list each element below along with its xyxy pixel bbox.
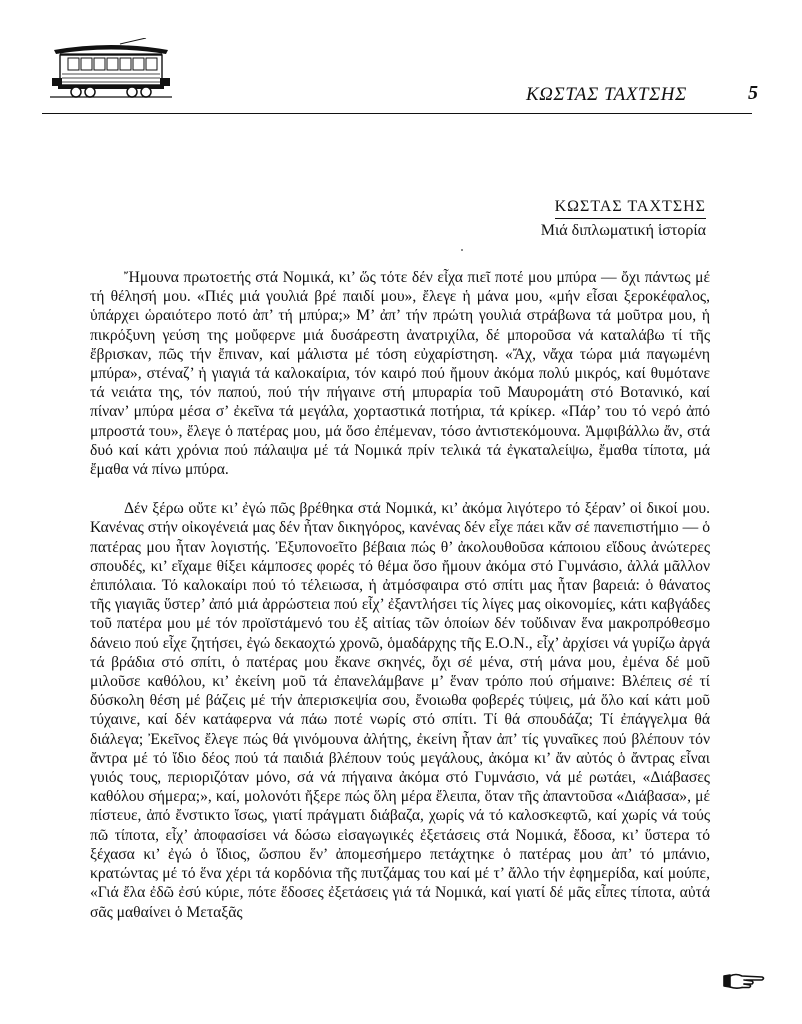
- paragraph: Ἤμουνα πρωτοετής στά Νομικά, κι’ ὥς τότε δέν εἶχα πιεῖ ποτέ μου μπύρα — ὄχι πάντως μέ τή θέλησή μου. «Πιές μιά γουλιά βρέ παιδί μου», ἔλεγε ἡ μάνα μου, «μήν εἶσαι ξεροκέφαλος, ὑπάρχει ὡραιότερο ποτό ἀπ’ τή μπύρα;» Μ’ ἀπ’ τήν πρώτη γουλιά στράβωνα τά μοῦτρα μου, ἡ πικρόξυνη γεύση της μοὔφερνε μιά δυσάρεστη ἀνατριχίλα, δέ μποροῦσα νά καταλάβω τί τῆς ἔβρισκαν, πῶς τήν ἔπιναν, καί μάλιστα μέ τόση εὐχαρίστηση. «Ἄχ, νἄχα τώρα μιά παγωμένη μπύρα», στέναζ’ ἡ γιαγιά τά καλοκαίρια, τόν καιρό πού ἤμουν ἀκόμα πολύ μικρός, καί θυμότανε τά νειάτα της, τόν παπού, πού τήν πήγαινε στή μπυραρία τοῦ Μαυρομάτη στό Βοτανικό, καί πίναν’ μπύρα μέσα σ’ ἐκεῖνα τά μεγάλα, χορταστικά ποτήρια, τά κρίκερ. «Πάρ’ του τό νερό ἀπό μπροστά του», ἔλεγε ὁ πατέρας μου, μά ὅσο ἐπέμεναν, τόσο ἀντιστεκόμουνα. Ἀμφιβάλλω ἄν, στά δυό καί κάτι χρόνια πού πάλαιψα μέ τά Νομικά πρίν τελικά τά ἐγκαταλείψω, ἔμαθα τίποτα, μά ἔμαθα νά πίνω μπύρα.: [90, 269, 710, 479]
- running-header-author: ΚΩΣΤΑΣ ΤΑΧΤΣΗΣ: [526, 84, 687, 105]
- decorative-dot: [461, 249, 463, 251]
- article-title: Μιά διπλωματική ἱστορία: [540, 222, 706, 239]
- article-author: ΚΩΣΤΑΣ ΤΑΧΤΣΗΣ: [555, 198, 706, 219]
- paragraph: Δέν ξέρω οὔτε κι’ ἐγώ πῶς βρέθηκα στά Νομικά, κι’ ἀκόμα λιγότερο τό ξέραν’ οἱ δικοί μου. Κανένας στήν οἰκογένειά μας δέν ἦταν δικηγόρος, κανένας δέν εἶχε πάει κἄν σέ πανεπιστήμιο — ὁ πατέρας μου ἦταν λογιστής. Ἐξυπονοεῖτο βέβαια πώς θ’ ἀκολουθοῦσα κάποιου εἴδους ἀνώτερες σπουδές, κι’ εἴχαμε θίξει κάμποσες φορές τό θέμα ὅσο ἤμουν ἀκόμα στό Γυμνάσιο, ἀλλά μᾶλλον ἐπιπόλαια. Τό καλοκαίρι πού τό τέλειωσα, ἡ ἀτμόσφαιρα στό σπίτι μας ἦταν βαρειά: ὁ θάνατος τῆς γιαγιᾶς ὕστερ’ ἀπό μιά ἀρρώστεια πού εἶχ’ ἐξαντλήσει τίς λίγες μας οἰκονομίες, κάτι καβγάδες τοῦ πατέρα μου μέ τόν προϊστάμενό του ἐξ αἰτίας τῶν ὁποίων δέν τοὔδιναν ἕνα μακροπρόθεσμο δάνειο πού εἶχε ζητήσει, ἐγώ δεκαοχτώ χρονῶ, ὁμαδάρχης τῆς Ε.Ο.Ν., εἶχ’ ἀρχίσει νά γυρίζω ἀργά τά βράδια στό σπίτι, ὁ πατέρας μου ἔκανε σκηνές, ὄχι σέ μένα, στή μάνα μου, ἐμένα δέ μοῦ μιλοῦσε καθόλου, κι’ ἐκείνη μοῦ τά ἐπανελάμβανε μ’ ἕναν τρόπο πού σήμαινε: Βλέπεις σέ τί δύσκολη θέση μέ βάζεις μέ τήν ἀπερισκεψία σου, ἔνοιωθα φοβερές τύψεις, μά ὅλο καί κάτι μοῦ τύχαινε, καί δέν κατάφερνα νά πάω ποτέ νωρίς στό σπίτι. Τί θά σπουδάζα; Τί ἐπάγγελμα θά διάλεγα; Ἐκεῖνος ἔλεγε πώς θά γινόμουνα ἀλήτης, ἐκείνη ἦταν ἀπ’ τίς γυναῖκες πού βλέπουν τόν ἄντρα μέ τό ἴδιο δέος πού τά παιδιά βλέπουν τούς μεγάλους, ἀκόμα κι’ ἄν αὐτός ὁ ἄντρας εἶναι γυιός τους, περιοριζόταν μόνο, σά νά πήγαινα ἀκόμα στό Γυμνάσιο, νά μέ ρωτάει, «Διάβασες καθόλου σήμερα;», καί, μολονότι ἤξερε πώς ὅλη μέρα ἔλειπα, ὅταν τῆς ἀπαντοῦσα «Διάβασα», μέ πίστευε, ἀπό ἔνστικτο ἴσως, γιατί πράγματι διάβαζα, χωρίς νά τό καλοσκεφτῶ, καί χωρίς νά τούς πῶ τίποτα, εἶχ’ ἀποφασίσει νά δώσω εἰσαγωγικές ἐξετάσεις στά Νομικά, ἔδοσα, κι’ ὕστερα τό ξέχασα κι’ ἐγώ ὁ ἴδιος, ὥσπου ἕν’ ἀπομεσήμερο πετάχτηκε ὁ πατέρας μου ἀπ’ τό μπάνιο, κρατώντας μέ τό ἕνα χέρι τά κορδόνια τῆς πυτζάμας του καί μέ τ’ ἄλλο τήν ἐφημερίδα, καί μούπε, «Γιά ἔλα ἐδῶ ἐσύ κύριε, πότε ἔδοσες ἐξετάσεις γιά τά Νομικά, καί γιατί δέ μᾶς εἶπες τίποτα, αὐτά σᾶς μαθαίνει ὁ Μεταξᾶς: [90, 500, 710, 921]
- tram-car-icon: [50, 38, 172, 98]
- article-body: [90, 268, 710, 922]
- pointing-hand-icon: [722, 970, 766, 992]
- page-number: 5: [748, 82, 758, 104]
- header-divider: [42, 113, 752, 114]
